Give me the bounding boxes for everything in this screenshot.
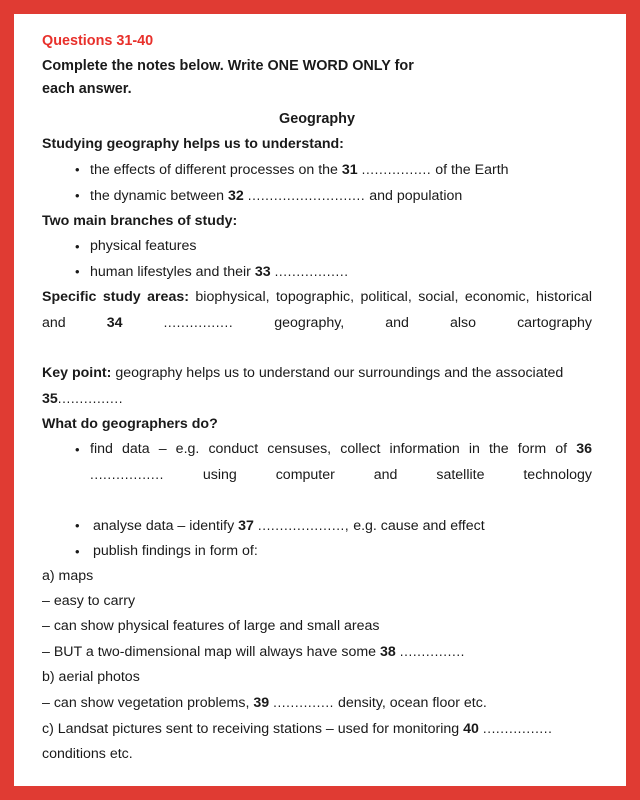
key-point-body: geography helps us to understand our surroundings and the associated [115, 365, 564, 381]
question-number-32: 32 [228, 188, 244, 204]
document-body [42, 30, 592, 767]
list-item [42, 539, 592, 564]
questions-range-heading: Questions 31-40 [42, 33, 154, 49]
bullet-36-pre: find data – e.g. conduct censuses, collect information in the form of [90, 441, 568, 457]
page-frame [14, 14, 626, 786]
instruction-line-2: each answer. [42, 81, 132, 97]
answer-blank-36: ................. [90, 467, 164, 482]
list-item [42, 437, 592, 513]
item-b-dash-1-pre: – can show vegetation problems, [42, 695, 250, 711]
key-point-paragraph [42, 361, 592, 412]
item-c-post: conditions etc. [42, 746, 133, 762]
geographers-bullet-list [42, 437, 592, 564]
item-c-landsat [42, 716, 592, 767]
item-b-aerial-photos: b) aerial photos [42, 669, 140, 685]
bullet-36-post: using computer and satellite technology [202, 467, 592, 483]
bullet-33-pre: human lifestyles and their [90, 264, 251, 280]
item-a-dash-3 [42, 639, 592, 665]
understand-bullet-list [42, 157, 592, 209]
answer-blank-35: ............... [57, 391, 124, 406]
specific-body-post: geography, and also cartography [274, 315, 592, 331]
item-c-pre: c) Landsat pictures sent to receiving stations – used for monitoring [42, 721, 460, 737]
question-number-39: 39 [253, 695, 270, 711]
specific-study-areas-paragraph [42, 285, 592, 361]
item-a-dash-3-pre: – BUT a two-dimensional map will always have some [42, 644, 377, 660]
list-item [42, 513, 592, 539]
list-item [42, 234, 592, 259]
answer-blank-37: ...................., [257, 518, 350, 533]
question-number-31: 31 [341, 162, 358, 178]
bullet-31-pre: the effects of different processes on the [90, 162, 338, 178]
specific-study-areas-label: Specific study areas: [42, 289, 189, 305]
question-number-33: 33 [254, 264, 271, 280]
item-b-dash-1 [42, 690, 592, 716]
answer-blank-38: ............... [399, 644, 466, 659]
bullet-32-pre: the dynamic between [90, 188, 225, 204]
question-number-34: 34 [106, 315, 123, 331]
item-b-dash-1-post: density, ocean floor etc. [337, 695, 487, 711]
list-item [42, 259, 592, 285]
bullet-37-pre: analyse data – identify [93, 518, 235, 534]
lead-geographers: What do geographers do? [42, 416, 218, 432]
bullet-physical-features: physical features [90, 238, 197, 254]
answer-blank-34: ................ [163, 315, 234, 330]
lead-branches: Two main branches of study: [42, 213, 238, 229]
item-a-dash-1: – easy to carry [42, 593, 136, 609]
answer-blank-40: ................ [482, 721, 553, 736]
branches-bullet-list [42, 234, 592, 285]
bullet-37-post: e.g. cause and effect [353, 518, 485, 534]
bullet-31-post: of the Earth [435, 162, 509, 178]
question-number-40: 40 [463, 721, 479, 737]
instruction-line-1: Complete the notes below. Write ONE WORD ONLY for [42, 58, 414, 74]
question-number-37: 37 [238, 518, 254, 534]
question-number-36: 36 [576, 441, 592, 457]
answer-blank-33: ................. [274, 264, 349, 279]
item-a-dash-2: – can show physical features of large and small areas [42, 618, 380, 634]
answer-blank-31: ................ [361, 162, 432, 177]
list-item [42, 183, 592, 209]
bullet-32-post: and population [369, 188, 463, 204]
specific-body-pre: biophysical, topographic, political, social, economic, historical and [42, 289, 592, 331]
question-number-38: 38 [380, 644, 396, 660]
key-point-label: Key point: [42, 365, 112, 381]
answer-blank-32: ........................... [247, 188, 366, 203]
answer-blank-39: .............. [273, 695, 335, 710]
list-item [42, 157, 592, 183]
item-a-maps: a) maps [42, 568, 94, 584]
notes-title: Geography [279, 111, 355, 127]
question-number-35: 35 [42, 391, 58, 407]
bullet-publish-findings: publish findings in form of: [93, 543, 258, 559]
lead-understand: Studying geography helps us to understand: [42, 136, 344, 152]
